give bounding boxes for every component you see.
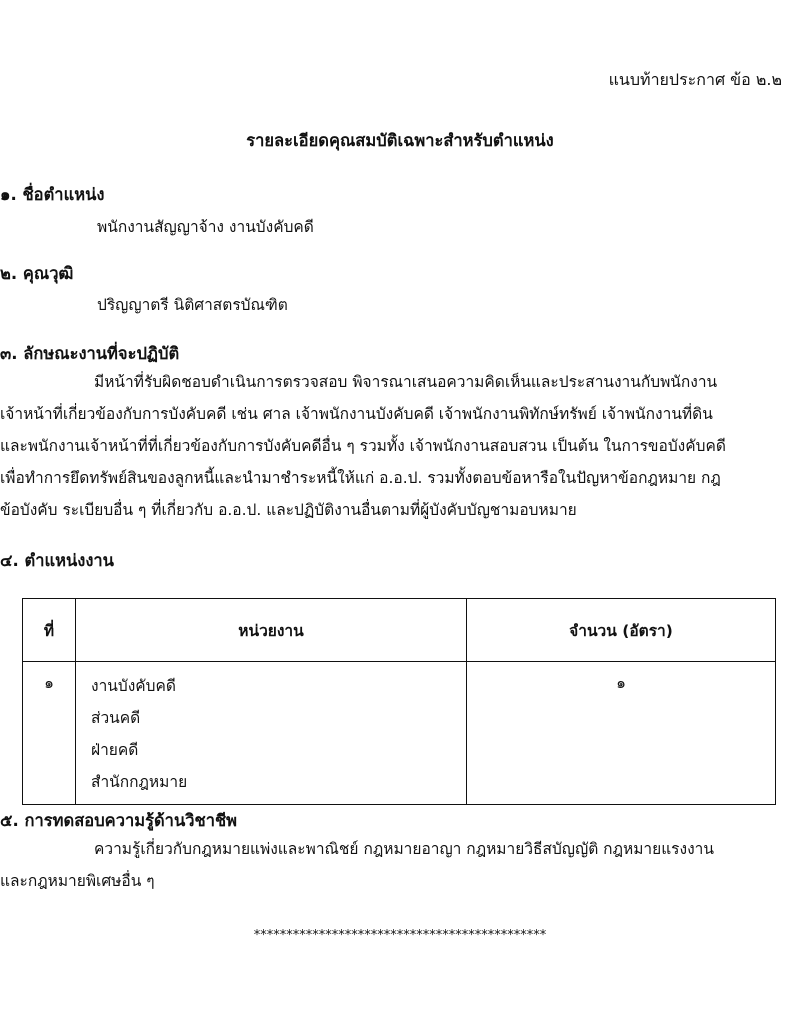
duties-line: ข้อบังคับ ระเบียบอื่น ๆ ที่เกี่ยวกับ อ.อ.ป. และปฏิบัติงานอื่นตามที่ผู้บังคับบัญชามอบหมาย — [0, 501, 577, 519]
unit-line: ฝ่ายคดี — [91, 741, 139, 759]
row-count: ๑ — [467, 662, 776, 805]
exam-line: ความรู้เกี่ยวกับกฎหมายแพ่งและพาณิชย์ กฎหมายอาญา กฎหมายวิธีสบัญญัติ กฎหมายแรงงาน — [94, 840, 714, 858]
annex-label: แนบท้ายประกาศ ข้อ ๒.๒ — [608, 70, 782, 89]
section-2-heading: ๒. คุณวุฒิ — [0, 264, 74, 283]
duties-line: และพนักงานเจ้าหน้าที่ที่เกี่ยวข้องกับการบังคับคดีอื่น ๆ รวมทั้ง เจ้าพนักงานสอบสวน เป็นต้น ในการขอบังคับคดี — [0, 437, 726, 455]
exam-line: และกฎหมายพิเศษอื่น ๆ — [0, 872, 155, 890]
end-rule: ********************************************* — [253, 928, 547, 943]
duties-paragraph — [0, 366, 790, 526]
table-row — [23, 662, 776, 805]
row-unit — [76, 662, 467, 805]
header-unit: หน่วยงาน — [76, 599, 467, 662]
qualification-value: ปริญญาตรี นิติศาสตรบัณฑิต — [97, 296, 288, 314]
header-no: ที่ — [23, 599, 76, 662]
header-count: จำนวน (อัตรา) — [467, 599, 776, 662]
section-5-heading: ๕. การทดสอบความรู้ด้านวิชาชีพ — [0, 811, 238, 830]
table-header-row — [23, 599, 776, 662]
unit-line: ส่วนคดี — [91, 709, 141, 727]
duties-line: มีหน้าที่รับผิดชอบดำเนินการตรวจสอบ พิจารณาเสนอความคิดเห็นและประสานงานกับพนักงาน — [94, 373, 718, 391]
position-name: พนักงานสัญญาจ้าง งานบังคับคดี — [97, 218, 314, 236]
section-1-heading: ๑. ชื่อตำแหน่ง — [0, 185, 105, 204]
section-4-heading: ๔. ตำแหน่งงาน — [0, 551, 114, 570]
row-no: ๑ — [23, 662, 76, 805]
duties-line: เพื่อทำการยึดทรัพย์สินของลูกหนี้และนำมาชำระหนี้ให้แก่ อ.อ.ป. รวมทั้งตอบข้อหารือในปัญหาข้อกฎหมาย กฎ — [0, 469, 721, 487]
section-3-heading: ๓. ลักษณะงานที่จะปฏิบัติ — [0, 344, 180, 363]
unit-line: งานบังคับคดี — [91, 677, 176, 695]
unit-line: สำนักกฎหมาย — [91, 773, 188, 791]
positions-table — [22, 598, 776, 805]
exam-paragraph — [0, 833, 790, 897]
duties-line: เจ้าหน้าที่เกี่ยวข้องกับการบังคับคดี เช่น ศาล เจ้าพนักงานบังคับคดี เจ้าพนักงานพิทักษ์ทรัพย์ เจ้าพนักงานที่ดิน — [0, 405, 713, 423]
document-title: รายละเอียดคุณสมบัติเฉพาะสำหรับตำแหน่ง — [246, 131, 554, 150]
